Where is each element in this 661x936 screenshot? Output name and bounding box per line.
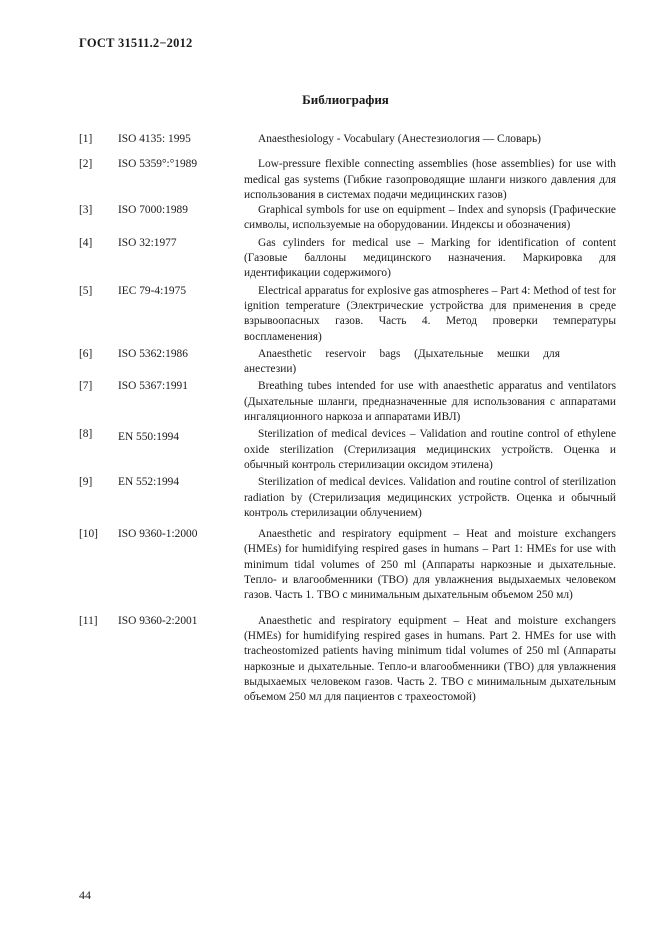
entry-code: ISO 9360-2:2001 — [118, 614, 198, 627]
bibliography-entry-8 — [79, 427, 616, 473]
bibliography-title: Библиография — [302, 92, 389, 107]
entry-number: [5] — [79, 284, 93, 297]
bibliography-entry-4 — [79, 236, 616, 282]
entry-number: [10] — [79, 528, 98, 541]
document-standard-header: ГОСТ 31511.2−2012 — [79, 36, 193, 50]
entry-text: Low-pressure flexible connecting assemblies (hose assemblies) for use with medical gas systems (Гибкие газопроводящие шланги низкого давления для использования в системах подачи медицинских газов) — [244, 158, 616, 201]
page-number: 44 — [79, 888, 91, 902]
entry-number: [3] — [79, 204, 93, 217]
bibliography-list — [79, 132, 616, 705]
bibliography-entry-3 — [79, 203, 616, 234]
entry-number: [6] — [79, 347, 93, 360]
entry-text: Anaesthetic reservoir bags (Дыхательные мешки для анестезии) — [244, 347, 560, 376]
entry-text: Anaesthesiology - Vocabulary (Анестезиология — Словарь) — [258, 133, 541, 145]
entry-text: Anaesthetic and respiratory equipment – Heat and moisture exchangers (HMEs) for humidifying respired gases in humans – Part 1: HMEs for use with minimum tidal volumes of 250 ml (Аппараты наркозные и дыхательные. Тепло- и влагообменники (ТВО) для увлажнения выдыхаемых человеком газов. Часть 1. ТВО с минимальным дыхательным объемом 250 мл) — [244, 528, 616, 602]
entry-number: [8] — [79, 428, 93, 441]
bibliography-entry-10 — [79, 527, 616, 603]
entry-number: [7] — [79, 380, 93, 393]
entry-number: [11] — [79, 614, 98, 627]
entry-code: ISO 4135: 1995 — [118, 133, 191, 145]
entry-text: Breathing tubes intended for use with anaesthetic apparatus and ventilators (Дыхательные шланги, предназначенные для использования с аппаратами ингаляционного наркоза и аппаратами ИВЛ) — [244, 380, 616, 424]
bibliography-entry-5 — [79, 284, 616, 345]
entry-code: EN 550:1994 — [118, 431, 180, 444]
entry-code: EN 552:1994 — [118, 476, 180, 489]
entry-number: [2] — [79, 158, 93, 171]
bibliography-entry-6 — [79, 347, 616, 378]
entry-text: Sterilization of medical devices – Validation and routine control of ethylene oxide sterilization (Стерилизация медицинских устройств. Оценка и обычный контроль стерилизации оксидом этилена) — [244, 428, 616, 471]
entry-code: ISO 9360-1:2000 — [118, 528, 198, 541]
entry-code: ISO 7000:1989 — [118, 204, 188, 217]
entry-number: [4] — [79, 236, 93, 249]
entry-text: Anaesthetic and respiratory equipment – Heat and moisture exchangers (HMEs) for humidifying respired gases in humans. Part 2. HMEs for use with tracheostomized patients having minimum tidal volumes of 250 ml (Аппараты наркозные и дыхательные. Тепло-и влагообменники (ТВО) для увлажнения выдыхаемых человеком газов. Часть 2. ТВО с минимальным дыхательным объемом 250 мл для пациентов с трахеостомой) — [244, 614, 616, 704]
entry-code: ISO 5359°:°1989 — [118, 158, 198, 171]
entry-number: [1] — [79, 133, 93, 145]
entry-text: Electrical apparatus for explosive gas atmospheres – Part 4: Method of test for ignition temperature (Электрические устройства для применения в среде взрывоопасных газов. Часть 4. Метод проверки температуры воспламенения) — [244, 284, 616, 343]
entry-number: [9] — [79, 476, 93, 489]
bibliography-entry-9 — [79, 475, 616, 521]
entry-text: Sterilization of medical devices. Validation and routine control of sterilization radiation by (Стерилизация медицинских устройств. Оценка и обычный контроль стерилизации облучением) — [244, 476, 616, 519]
entry-code: IEC 79-4:1975 — [118, 284, 187, 297]
entry-code: ISO 32:1977 — [118, 236, 177, 249]
bibliography-entry-1 — [79, 132, 616, 147]
entry-text: Graphical symbols for use on equipment – Index and synopsis (Графические символы, используемые на оборудовании. Индексы и обозначения) — [244, 204, 616, 232]
bibliography-entry-11 — [79, 614, 616, 706]
entry-code: ISO 5362:1986 — [118, 347, 188, 360]
entry-text: Gas cylinders for medical use – Marking for identification of content (Газовые баллоны медицинского назначения. Маркировка для идентификации содержимого) — [244, 236, 616, 280]
entry-code: ISO 5367:1991 — [118, 380, 188, 393]
bibliography-entry-2 — [79, 157, 616, 203]
bibliography-entry-7 — [79, 379, 616, 425]
